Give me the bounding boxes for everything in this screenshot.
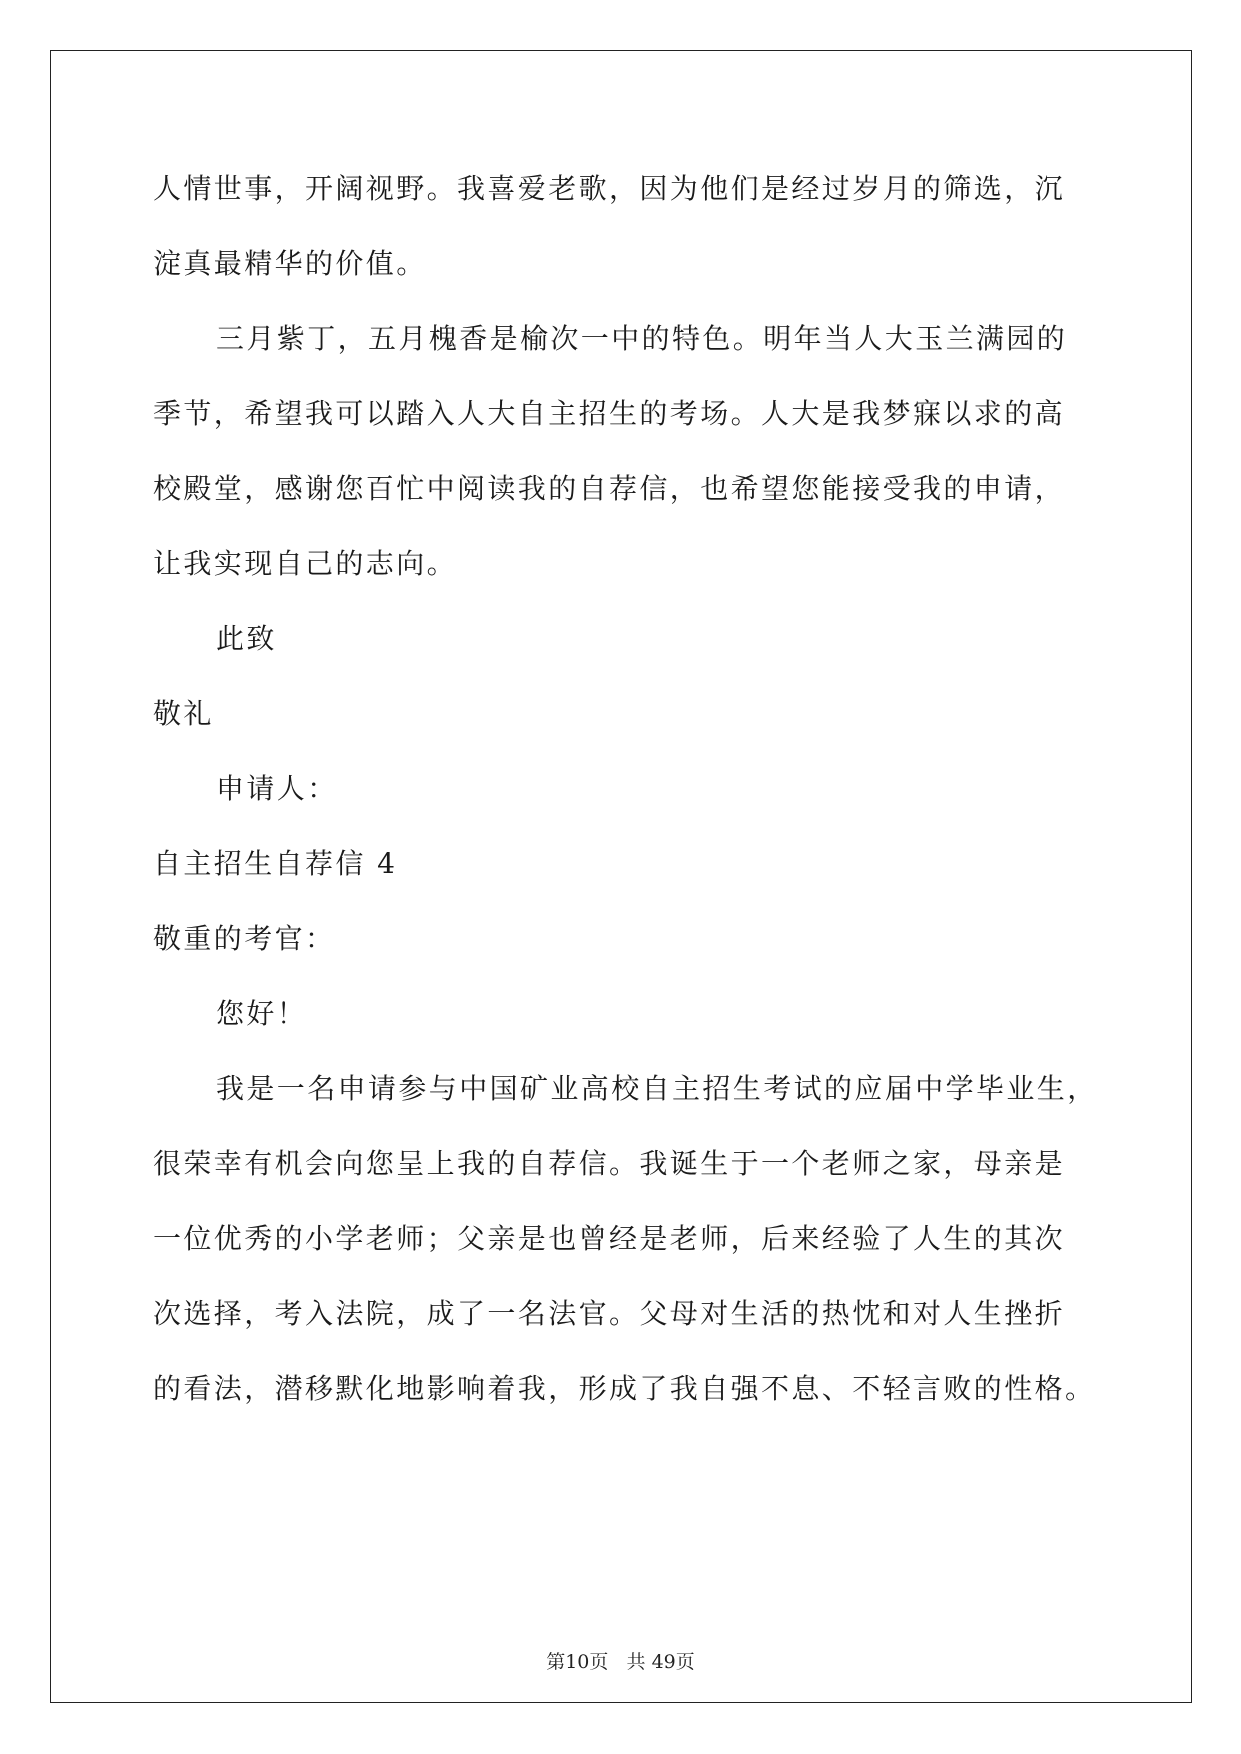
page-prefix: 第: [546, 1651, 566, 1673]
paragraph-line: 我是一名申请参与中国矿业高校自主招生考试的应届中学毕业生，: [216, 1072, 1098, 1105]
applicant-label: 申请人：: [216, 772, 338, 805]
paragraph-line: 一位优秀的小学老师；父亲是也曾经是老师，后来经验了人生的其次: [153, 1222, 1066, 1255]
paragraph-line: 的看法，潜移默化地影响着我，形成了我自强不息、不轻言败的性格。: [153, 1372, 1096, 1405]
current-page-number: 10: [565, 1651, 590, 1673]
total-pages-number: 49: [651, 1651, 676, 1673]
paragraph-line: 三月紫丁，五月槐香是榆次一中的特色。明年当人大玉兰满园的: [216, 322, 1068, 355]
closing-salutation: 此致: [216, 622, 277, 655]
paragraph-line: 次选择，考入法院，成了一名法官。父母对生活的热忱和对人生挫折: [153, 1297, 1066, 1330]
total-prefix: 共: [626, 1651, 646, 1673]
closing-respect: 敬礼: [153, 697, 214, 730]
section-heading: 自主招生自荐信 4: [153, 847, 398, 880]
paragraph-line: 人情世事，开阔视野。我喜爱老歌，因为他们是经过岁月的筛选，沉: [153, 172, 1066, 205]
greeting: 敬重的考官：: [153, 922, 336, 955]
total-suffix: 页: [675, 1651, 695, 1673]
paragraph-line: 校殿堂，感谢您百忙中阅读我的自荐信，也希望您能接受我的申请，: [153, 472, 1066, 505]
paragraph-line: 让我实现自己的志向。: [153, 547, 458, 580]
paragraph-line: 季节，希望我可以踏入人大自主招生的考场。人大是我梦寐以求的高: [153, 397, 1066, 430]
paragraph-line: 淀真最精华的价值。: [153, 247, 427, 280]
greeting-hello: 您好！: [216, 997, 308, 1030]
page-suffix: 页: [589, 1651, 609, 1673]
paragraph-line: 很荣幸有机会向您呈上我的自荐信。我诞生于一个老师之家，母亲是: [153, 1147, 1066, 1180]
page-footer: [0, 1650, 1241, 1674]
